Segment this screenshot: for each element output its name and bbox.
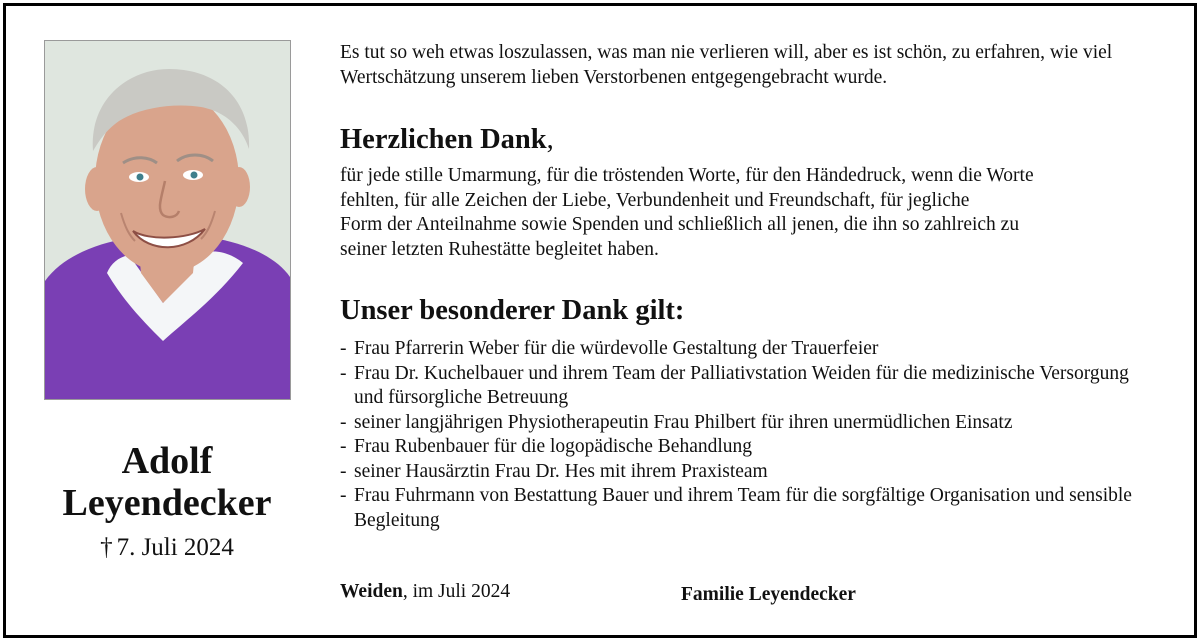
- list-item: [340, 484, 1160, 533]
- list-item-text: Frau Fuhrmann von Bestattung Bauer und ihrem Team für die sorgfältige Organisation und sensible Begleitung: [354, 485, 1132, 531]
- bullet-dash: -: [340, 485, 347, 506]
- left-ear: [85, 167, 109, 211]
- list-item: [340, 337, 1160, 362]
- thanks-heading: [340, 122, 554, 158]
- bullet-dash: -: [340, 362, 347, 384]
- right-ear: [228, 167, 250, 207]
- bullet-dash: -: [340, 460, 347, 482]
- cross-icon: †: [100, 534, 113, 561]
- death-date-line: [30, 534, 304, 562]
- list-item-text: Frau Rubenbauer für die logopädische Behandlung: [354, 436, 753, 457]
- footer-date: , im Juli 2024: [402, 581, 511, 602]
- deceased-name-block: [30, 440, 304, 562]
- thanks-line: Form der Anteilnahme sowie Spenden und schließlich all jenen, die ihn so zahlreich zu: [340, 214, 1020, 235]
- left-iris: [137, 174, 144, 181]
- intro-paragraph: [340, 40, 1160, 90]
- thanks-line: für jede stille Umarmung, für die tröstenden Worte, für den Händedruck, wenn die Worte: [340, 165, 1034, 186]
- list-item-text: Frau Dr. Kuchelbauer und ihrem Team der Palliativstation Weiden für die medizinische Versorgung und fürsorgliche Betreuung: [354, 362, 1129, 408]
- bullet-dash: -: [340, 411, 347, 433]
- thanks-body: [340, 164, 1160, 262]
- list-item-text: Frau Pfarrerin Weber für die würdevolle Gestaltung der Trauerfeier: [354, 338, 879, 359]
- intro-text: Es tut so weh etwas loszulassen, was man nie verlieren will, aber es ist schön, zu erfahren, wie viel Wertschätzung unserem lieben Verstorbenen entgegengebracht wurde.: [340, 42, 1113, 88]
- list-item: [340, 411, 1160, 436]
- bullet-dash: -: [340, 338, 347, 359]
- list-item: [340, 460, 1160, 485]
- death-date: 7. Juli 2024: [116, 534, 234, 561]
- thanks-heading-comma: ,: [546, 124, 554, 155]
- special-thanks-heading: Unser besonderer Dank gilt:: [340, 295, 685, 326]
- first-name: Adolf: [121, 440, 213, 482]
- thanks-heading-text: Herzlichen Dank: [340, 124, 547, 155]
- portrait-photo: [44, 40, 291, 400]
- place-and-date: [340, 580, 510, 604]
- list-item-text: seiner langjährigen Physiotherapeutin Frau Philbert für ihren unermüdlichen Einsatz: [354, 411, 1013, 433]
- special-thanks-list: [340, 337, 1160, 533]
- list-item: [340, 362, 1160, 411]
- bullet-dash: -: [340, 436, 347, 457]
- thanks-line: fehlten, für alle Zeichen der Liebe, Verbundenheit und Freundschaft, für jegliche: [340, 189, 970, 211]
- list-item-text: seiner Hausärztin Frau Dr. Hes mit ihrem Praxisteam: [354, 460, 768, 482]
- right-iris: [191, 172, 198, 179]
- list-item: [340, 435, 1160, 460]
- thanks-line: seiner letzten Ruhestätte begleitet haben.: [340, 238, 659, 260]
- family-signature: Familie Leyendecker: [681, 584, 856, 605]
- last-name: Leyendecker: [62, 482, 272, 524]
- city: Weiden: [340, 581, 403, 602]
- portrait-illustration: [45, 41, 290, 399]
